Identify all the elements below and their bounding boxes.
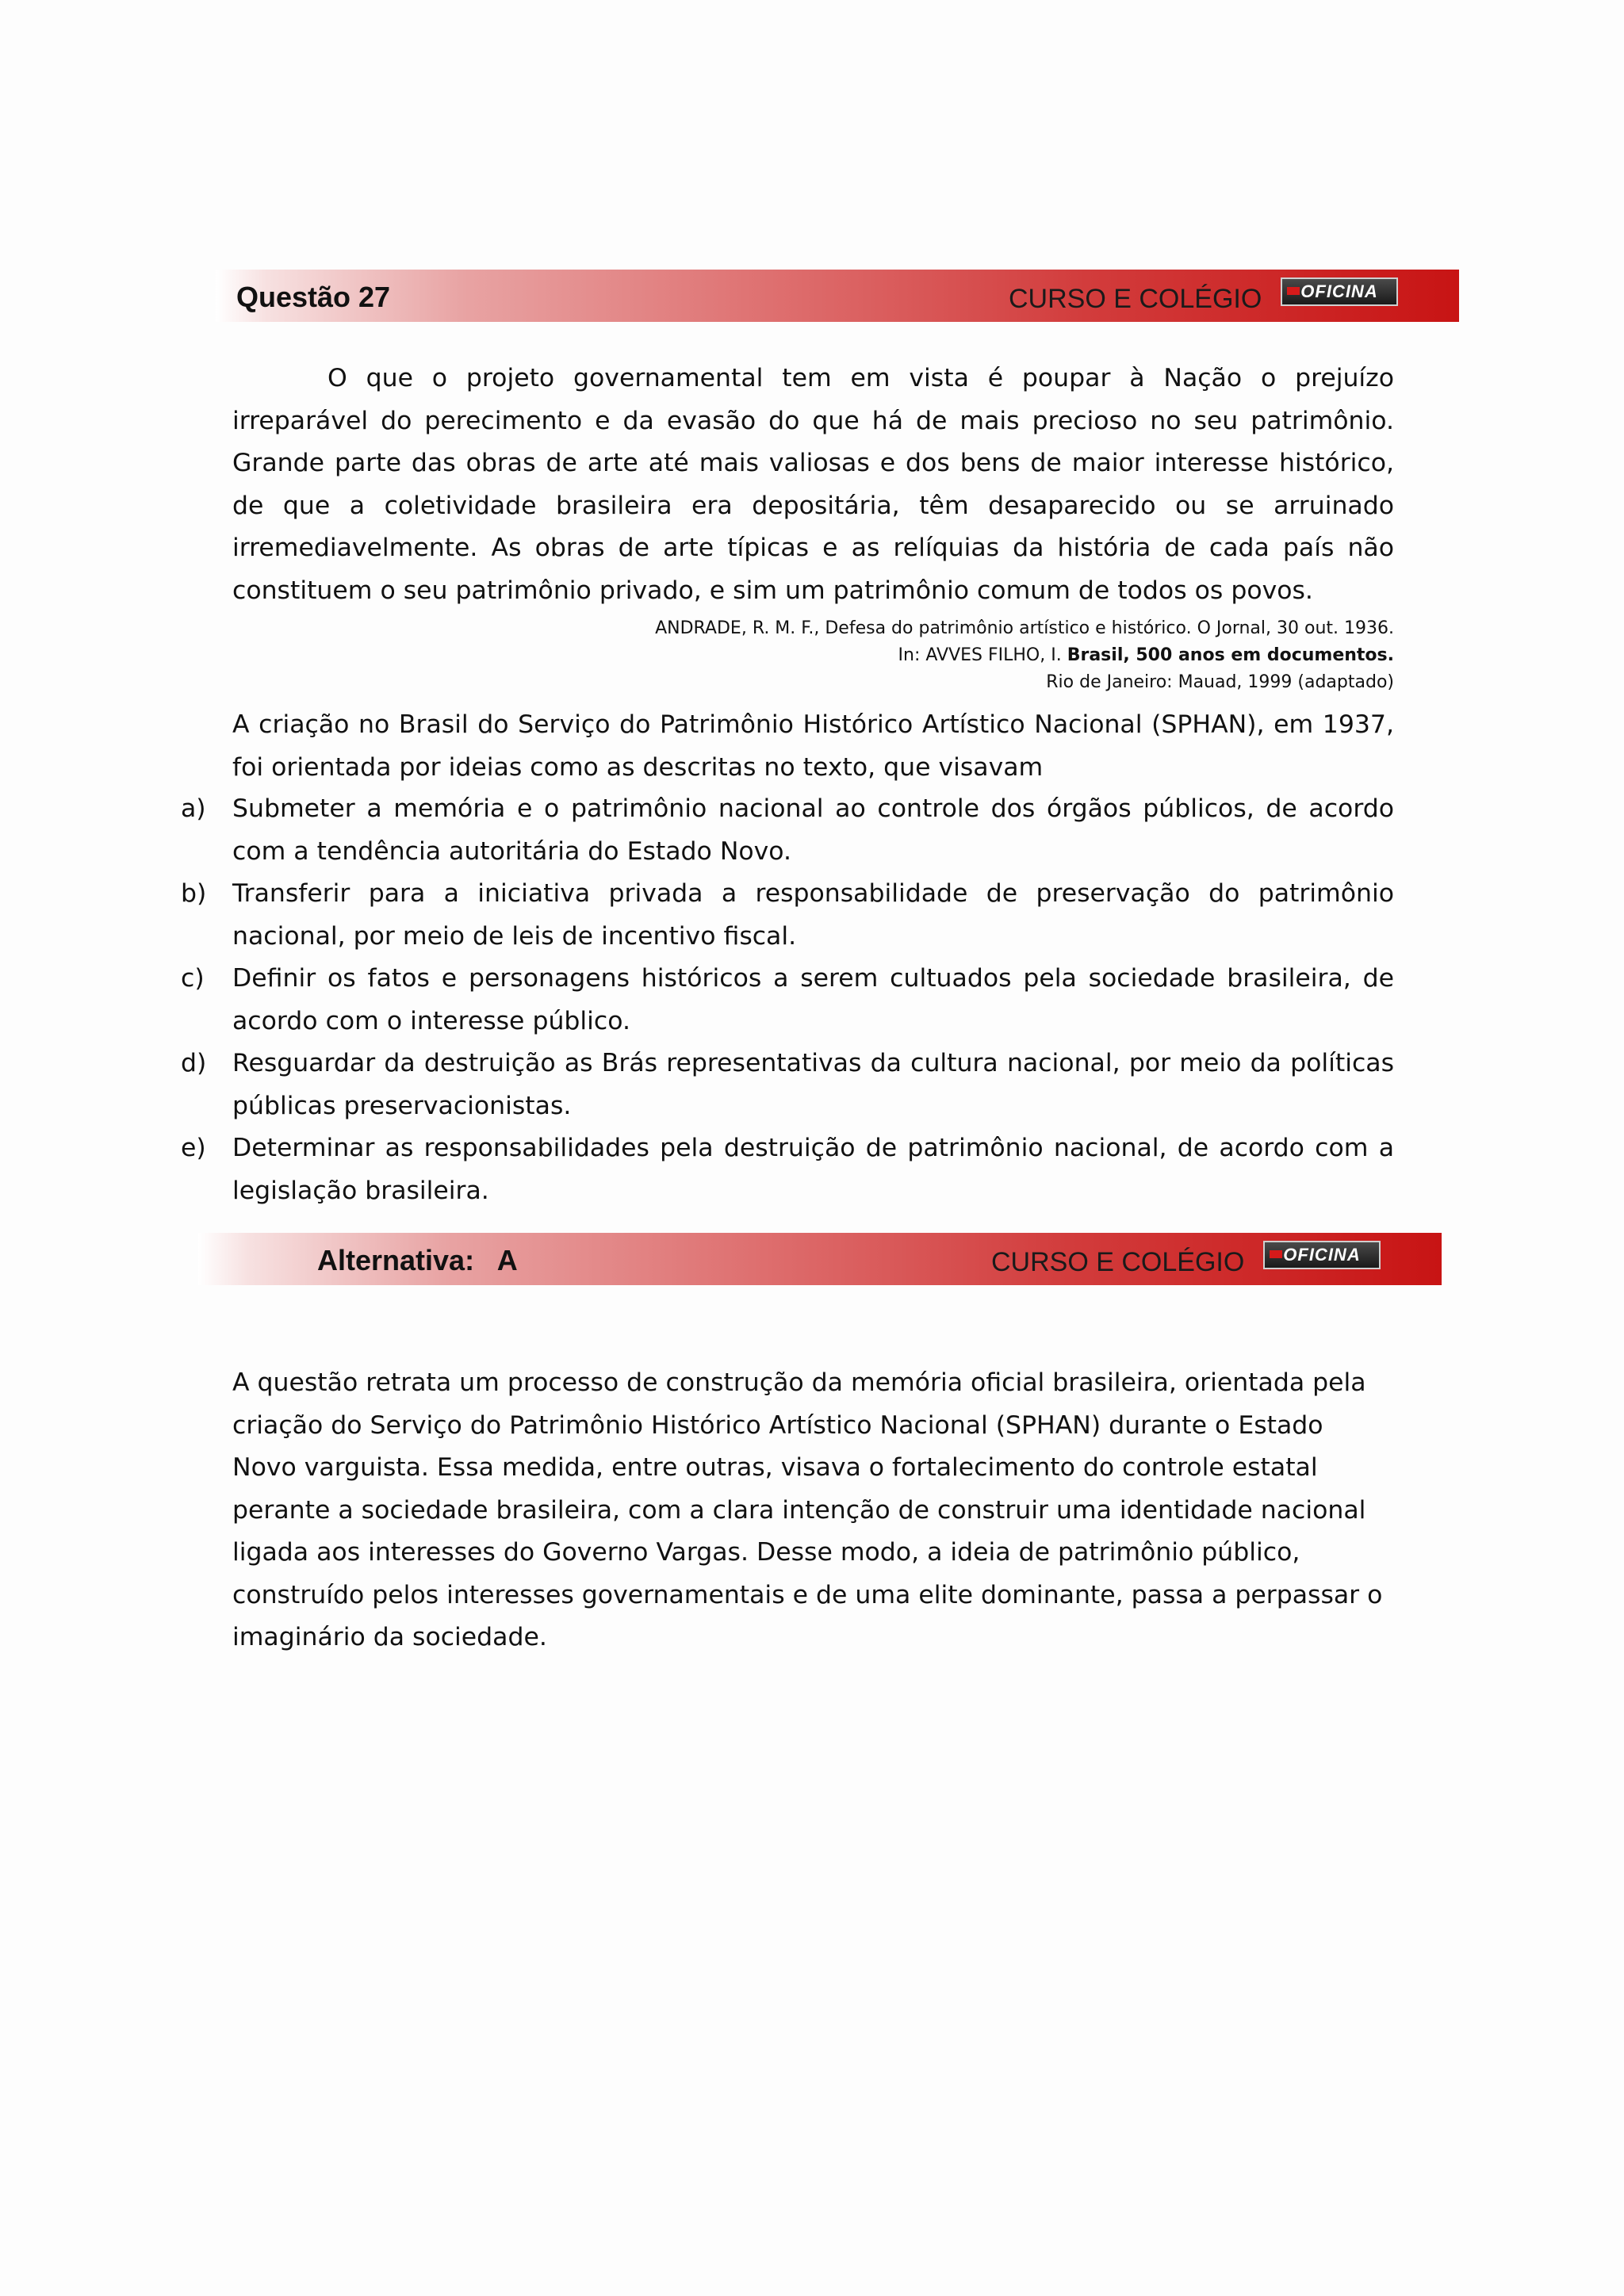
citation-book-title: Brasil, 500 anos em documentos. (1067, 645, 1394, 665)
logo-accent-bar (1270, 1250, 1282, 1258)
option-text: Definir os fatos e personagens históricos a serem cultuados pela sociedade brasileira, de acordo com o interesse público. (232, 964, 1394, 1035)
option-letter: e) (181, 1134, 206, 1162)
source-citation (232, 615, 1394, 696)
logo-text: OFICINA (1300, 281, 1378, 301)
option-text: Determinar as responsabilidades pela destruição de patrimônio nacional, de acordo com a legislação brasileira. (232, 1134, 1394, 1205)
citation-line-1: ANDRADE, R. M. F., Defesa do patrimônio artístico e histórico. O Jornal, 30 out. 1936. (655, 618, 1394, 638)
option-text: Submeter a memória e o patrimônio nacional ao controle dos órgãos públicos, de acordo com a tendência autoritária do Estado Novo. (232, 794, 1394, 866)
option-text: Resguardar da destruição as Brás representativas da cultura nacional, por meio da políticas públicas preservacionistas. (232, 1049, 1394, 1120)
question-lead: A criação no Brasil do Serviço do Patrimônio Histórico Artístico Nacional (SPHAN), em 1937, foi orientada por ideias como as descritas no texto, que visavam (232, 710, 1394, 782)
question-header-banner (216, 270, 1459, 322)
logo-accent-bar (1287, 287, 1300, 295)
option-b (181, 873, 1394, 958)
citation-line-2-prefix: In: AVVES FILHO, I. (898, 645, 1067, 665)
oficina-logo (1281, 277, 1398, 306)
answer-options (181, 788, 1394, 1212)
citation-line-3: Rio de Janeiro: Mauad, 1999 (adaptado) (1046, 672, 1394, 692)
answer-explanation: A questão retrata um processo de construção da memória oficial brasileira, orientada pela criação do Serviço do Patrimônio Histórico Artístico Nacional (SPHAN) durante o Estado Novo varguista. Essa medida, entre outras, visava o fortalecimento do controle estatal perante a sociedade brasileira, com a clara intenção de construir uma identidade nacional ligada aos interesses do Governo Vargas. Desse modo, a ideia de patrimônio público, construído pelos interesses governamentais e de uma elite dominante, passa a perpassar o imaginário da sociedade. (232, 1368, 1383, 1651)
oficina-logo (1263, 1241, 1381, 1269)
passage-text: O que o projeto governamental tem em vista é poupar à Nação o prejuízo irreparável do perecimento e da evasão do que há de mais precioso no seu patrimônio. Grande parte das obras de arte até mais valiosas e dos bens de maior interesse histórico, de que a coletividade brasileira era depositária, têm desaparecido ou se arruinado irremediavelmente. As obras de arte típicas e as relíquias da história de cada país não constituem o seu patrimônio privado, e sim um patrimônio comum de todos os povos. (232, 364, 1394, 605)
option-letter: a) (181, 794, 206, 823)
citation-line-2 (232, 642, 1394, 669)
logo-text: OFICINA (1283, 1245, 1361, 1265)
brand-text: CURSO E COLÉGIO (1009, 284, 1262, 314)
option-text: Transferir para a iniciativa privada a responsabilidade de preservação do patrimônio nacional, por meio de leis de incentivo fiscal. (232, 879, 1394, 951)
brand-text: CURSO E COLÉGIO (991, 1247, 1245, 1277)
option-c (181, 958, 1394, 1043)
option-letter: b) (181, 879, 207, 908)
option-e (181, 1127, 1394, 1212)
option-letter: d) (181, 1049, 207, 1077)
answer-header-banner (198, 1233, 1442, 1285)
option-d (181, 1043, 1394, 1127)
answer-label: Alternativa: A (317, 1244, 518, 1276)
question-number: Questão 27 (236, 281, 391, 313)
option-letter: c) (181, 964, 205, 993)
option-a (181, 788, 1394, 873)
